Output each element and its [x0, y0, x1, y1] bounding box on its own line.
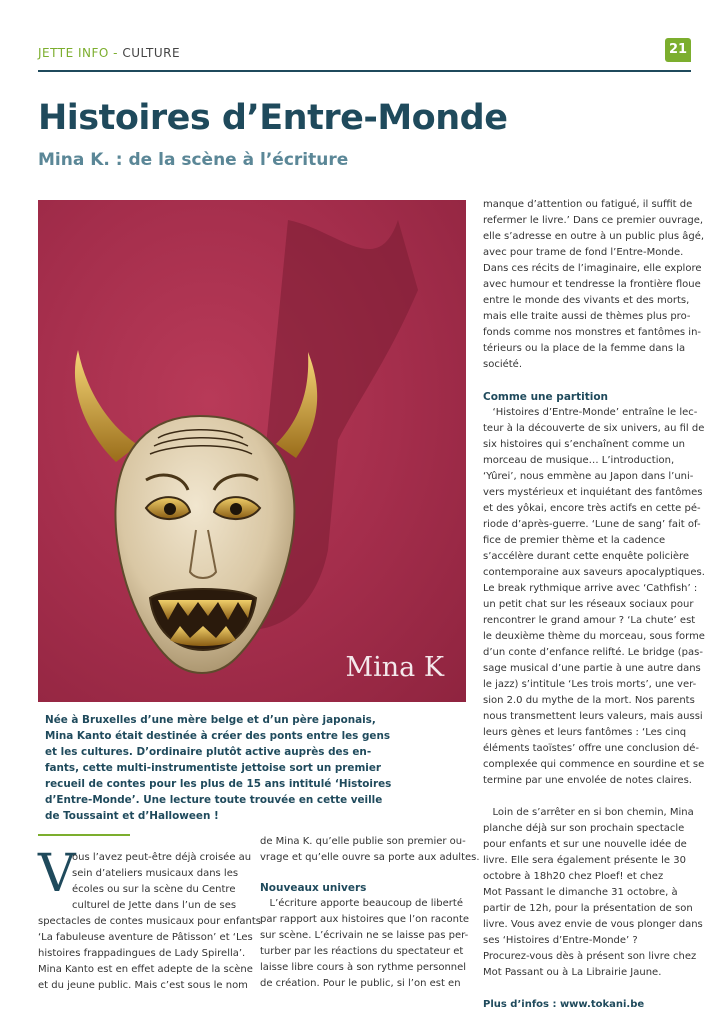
body-line: Mot Passant le dimanche 31 octobre, à: [483, 887, 678, 898]
body-line: par rapport aux histoires que l’on raconte: [260, 914, 470, 925]
body-line: vrage et qu’elle ouvre sa porte aux adultes.: [260, 852, 480, 863]
body-line: ous l’avez peut-être déjà croisée au: [72, 852, 252, 863]
intro-line: recueil de contes pour les plus de 15 ans intitulé ‘Histoires: [45, 778, 392, 790]
body-line: le deuxième thème du morceau, sous forme: [483, 631, 705, 642]
photo-caption: Mina K: [345, 652, 444, 683]
body-line: Mina Kanto est en effet adepte de la scène: [38, 964, 253, 975]
body-line: s’accélère durant cette enquête policière: [483, 551, 690, 562]
body-line: termine par une envolée de notes claires.: [483, 775, 692, 786]
header-section: JETTE INFO: [38, 46, 109, 60]
body-line: entre le monde des vivants et des morts,: [483, 295, 690, 306]
body-line: turber par les réactions du spectateur et: [260, 946, 464, 957]
body-line: octobre à 18h20 chez Ploef! et chez: [483, 871, 664, 882]
body-line: société.: [483, 359, 523, 370]
drop-cap: V: [38, 844, 76, 904]
article-title: Histoires d’Entre-Monde: [38, 98, 508, 138]
body-line: térieurs ou la place de la femme dans la: [483, 343, 686, 354]
body-line: culturel de Jette dans l’un de ses: [72, 900, 237, 911]
body-line: rencontrer le grand amour ? ‘La chute’ est: [483, 615, 696, 626]
body-line: écoles ou sur la scène du Centre: [72, 884, 236, 895]
body-line: teur à la découverte de six univers, au fil de: [483, 423, 705, 434]
body-line: fice de premier thème et la cadence: [483, 535, 666, 546]
body-line: livre. Elle sera également présente le 30: [483, 855, 686, 866]
intro-line: et les cultures. D’ordinaire plutôt active auprès des en-: [45, 746, 372, 758]
body-line: morceau de musique… L’introduction,: [483, 455, 675, 466]
body-line: sur scène. L’écrivain ne se laisse pas per-: [260, 930, 469, 941]
body-line: elle s’adresse en outre à un public plus âgé,: [483, 231, 705, 242]
intro-paragraph: [45, 712, 392, 824]
hannya-mask-photo: [38, 200, 466, 702]
article-subtitle: Mina K. : de la scène à l’écriture: [38, 150, 349, 170]
body-line: Mot Passant ou à La Librairie Jaune.: [483, 967, 662, 978]
subheading-comme-une-partition: Comme une partition: [483, 391, 609, 403]
body-line: sage musical d’une partie à une autre dans: [483, 663, 701, 674]
body-line: planche déjà sur son prochain spectacle: [483, 823, 685, 834]
body-line: le jazz) s’intitule ‘Les trois morts’, une ver-: [483, 679, 697, 690]
body-line: riode d’après-guerre. ‘Lune de sang’ fait of-: [483, 519, 701, 530]
body-line: avec pour trame de fond l’Entre-Monde.: [483, 247, 684, 258]
body-line: partir de 12h, pour la présentation de son: [483, 903, 693, 914]
body-line: ses ‘Histoires d’Entre-Monde’ ?: [483, 935, 638, 946]
body-line: un petit chat sur les réseaux sociaux pour: [483, 599, 694, 610]
header-category: CULTURE: [122, 46, 181, 60]
body-column-3: [483, 197, 705, 1013]
body-line: Le break rythmique arrive avec ‘Cathfish’ :: [483, 583, 698, 594]
body-line: pour enfants et sur une nouvelle idée de: [483, 839, 687, 850]
body-line: de Mina K. qu’elle publie son premier ou-: [260, 836, 466, 847]
body-line: six histoires qui s’enchaînent comme un: [483, 439, 685, 450]
intro-line: d’Entre-Monde’. Une lecture toute trouvée en cette veille: [45, 794, 383, 806]
body-line: fonds comme nos monstres et fantômes in-: [483, 327, 702, 338]
body-line: ‘Histoires d’Entre-Monde’ entraîne le lec-: [483, 407, 698, 418]
intro-divider: [38, 834, 130, 836]
body-line: sion 2.0 du mythe de la mort. Nos parents: [483, 695, 695, 706]
body-column-2: [260, 834, 480, 992]
body-line: Loin de s’arrêter en si bon chemin, Mina: [483, 807, 694, 818]
running-header: [38, 46, 180, 60]
page-number-badge: 21: [665, 38, 691, 62]
body-line: refermer le livre.’ Dans ce premier ouvrage,: [483, 215, 704, 226]
body-line: ‘La fabuleuse aventure de Pâtisson’ et ‘Les: [38, 932, 253, 943]
body-line: Dans ces récits de l’imaginaire, elle explore: [483, 263, 702, 274]
body-line: nous transmettent leurs valeurs, mais aussi: [483, 711, 703, 722]
header-separator: -: [108, 46, 123, 60]
header-rule: [38, 70, 691, 72]
body-line: spectacles de contes musicaux pour enfants: [38, 916, 261, 927]
body-line: contemporaine aux saveurs apocalyptiques.: [483, 567, 705, 578]
body-line: laisse libre cours à son rythme personnel: [260, 962, 467, 973]
body-line: L’écriture apporte beaucoup de liberté: [260, 898, 463, 909]
body-line: avec humour et tendresse la frontière floue: [483, 279, 701, 290]
body-line: sein d’ateliers musicaux dans les: [72, 868, 239, 879]
body-line: mais elle traite aussi de thèmes plus pro-: [483, 311, 691, 322]
left-horn-icon: [75, 350, 138, 462]
intro-line: fants, cette multi-instrumentiste jettoise sort un premier: [45, 762, 382, 774]
mask-illustration: [38, 200, 466, 702]
intro-line: Mina Kanto était destinée à créer des ponts entre les gens: [45, 730, 391, 742]
body-line: ‘Yûrei’, nous emmène au Japon dans l’uni-: [483, 471, 694, 482]
body-line: complexée qui commence en sourdine et se: [483, 759, 705, 770]
body-line: Procurez-vous dès à présent son livre chez: [483, 951, 697, 962]
body-line: d’un conte d’enfance relifté. Le bridge (pas-: [483, 647, 703, 658]
body-line: éléments taoïstes’ offre une conclusion dé-: [483, 743, 699, 754]
body-line: histoires frappadingues de Lady Spirella’.: [38, 948, 246, 959]
body-line: livre. Vous avez envie de vous plonger dans: [483, 919, 703, 930]
intro-line: Née à Bruxelles d’une mère belge et d’un père japonais,: [45, 714, 376, 726]
body-line: manque d’attention ou fatigué, il suffit de: [483, 199, 693, 210]
body-column-1: [38, 844, 261, 994]
intro-line: de Toussaint et d’Halloween !: [45, 810, 219, 822]
body-line: vers mystérieux et inquiétant des fantômes: [483, 487, 703, 498]
subheading-nouveaux-univers: Nouveaux univers: [260, 882, 367, 894]
body-line: et des yôkai, encore très actifs en cette pé-: [483, 503, 701, 514]
info-link[interactable]: Plus d’infos : www.tokani.be: [483, 999, 645, 1010]
body-line: leurs gènes et leurs fantômes : ‘Les cinq: [483, 727, 687, 738]
body-line: et du jeune public. Mais c’est sous le nom: [38, 980, 248, 991]
body-line: de création. Pour le public, si l’on est en: [260, 978, 461, 989]
